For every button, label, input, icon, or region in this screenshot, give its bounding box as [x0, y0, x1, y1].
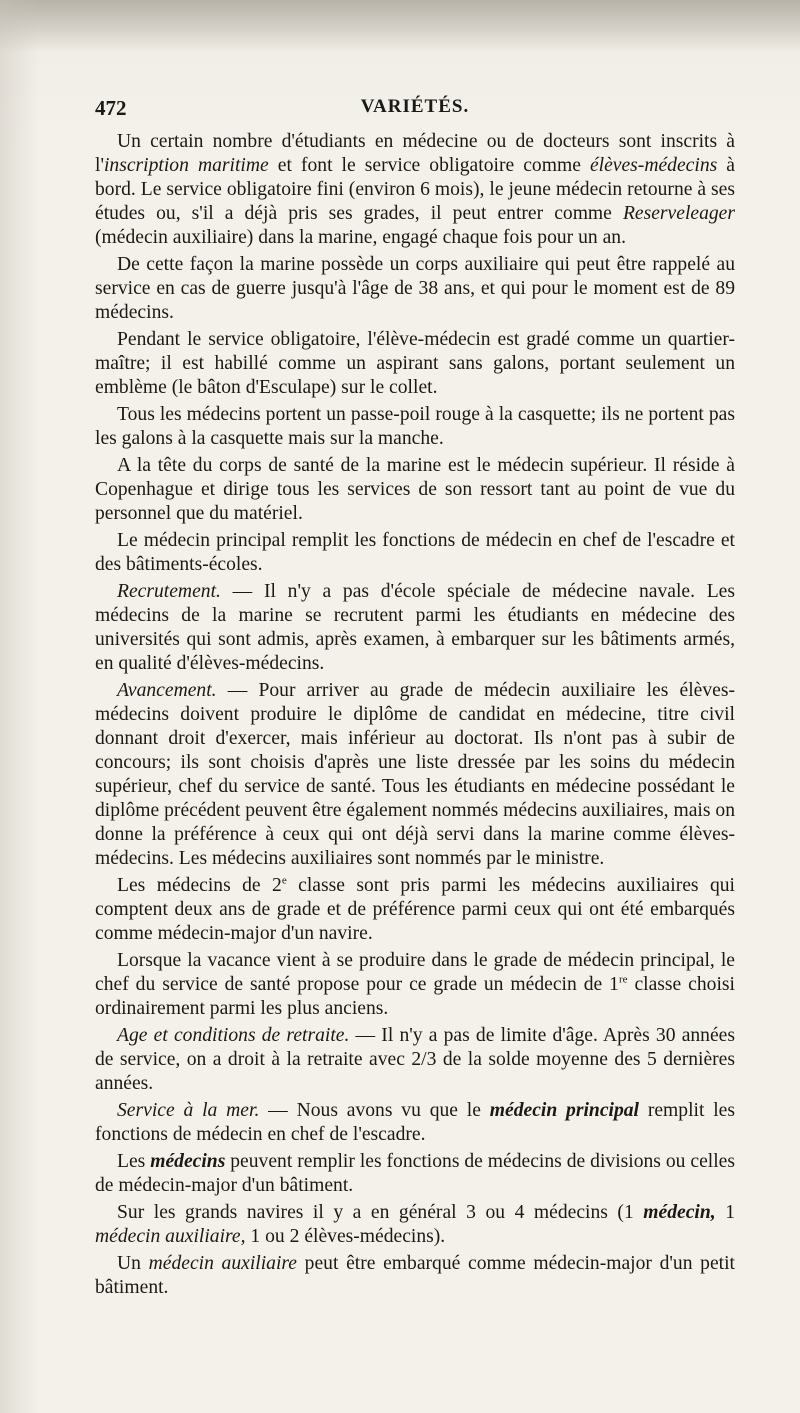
text-segment: médecin principal	[489, 1100, 639, 1121]
text-segment: Sur les grands navires il y a en général 3 ou 4 médecins (1	[117, 1202, 644, 1223]
text-segment: Tous les médecins portent un passe-poil rouge à la casquette; ils ne portent pas les galons à la casquette mais sur la manche.	[95, 404, 735, 449]
page-number: 472	[95, 96, 127, 120]
body-text	[95, 130, 735, 1303]
scan-edge-shadow	[0, 0, 800, 52]
text-segment: Age et conditions de retraite.	[117, 1025, 350, 1046]
text-segment: — Pour arriver au grade de médecin auxiliaire les élèves-médecins doivent produire le diplôme de candidat en médecine, titre civil donnant droit d'exercer, mais inférieur au doctorat. Ils n'ont pas à subir de concours; ils sont choisis d'après une liste dressée par les soins du médecin supérieur, chef du service de santé. Tous les étudiants en médecine possédant le diplôme précédent peuvent être également nommés médecins auxiliaires, mais on donne la préférence à ceux qui ont déjà servi dans la marine comme élèves-médecins. Les médecins auxiliaires sont nommés par le ministre.	[95, 680, 735, 869]
text-segment: Recrutement.	[117, 581, 221, 602]
paragraph	[95, 529, 735, 577]
paragraph	[95, 130, 735, 250]
text-segment: élèves-médecins	[589, 155, 718, 176]
text-segment: classe sont pris parmi les médecins auxiliaires qui comptent deux ans de grade et de préférence parmi ceux qui ont été embarqués comme médecin-major d'un navire.	[95, 875, 735, 944]
text-segment: classe choisi ordinairement parmi les plus anciens.	[95, 974, 735, 1019]
text-segment: et font le service obligatoire comme	[268, 155, 590, 176]
paragraph	[95, 328, 735, 400]
binding-shadow	[0, 0, 40, 1413]
text-segment: médecin auxiliaire,	[95, 1226, 246, 1247]
text-segment: Les médecins de 2	[117, 875, 282, 896]
text-segment: — Nous avons vu que le	[259, 1100, 490, 1121]
text-segment: médecin,	[643, 1202, 716, 1223]
text-segment: e	[281, 874, 287, 887]
text-segment: 1	[715, 1202, 735, 1223]
text-segment: Le médecin principal remplit les fonctions de médecin en chef de l'escadre et des bâtiments-écoles.	[95, 530, 735, 575]
paragraph	[95, 949, 735, 1021]
paragraph	[95, 1252, 735, 1300]
text-segment: re	[618, 973, 628, 986]
text-segment: (médecin auxiliaire) dans la marine, engagé chaque fois pour un an.	[95, 227, 626, 248]
text-segment: Service à la mer.	[117, 1100, 260, 1121]
paragraph	[95, 679, 735, 871]
running-head: VARIÉTÉS.	[360, 96, 470, 117]
text-segment: peuvent remplir les fonctions de médecins de divisions ou celles de médecin-major d'un bâtiment.	[95, 1151, 735, 1196]
text-segment: médecin auxiliaire	[148, 1253, 298, 1274]
text-segment: médecins	[150, 1151, 226, 1172]
text-segment: Un	[117, 1253, 149, 1274]
text-segment: inscription maritime	[103, 155, 269, 176]
page-header	[95, 96, 735, 122]
paragraph	[95, 1150, 735, 1198]
text-segment: De cette façon la marine possède un corps auxiliaire qui peut être rappelé au service en cas de guerre jusqu'à l'âge de 38 ans, et qui pour le moment est de 89 médecins.	[95, 254, 735, 323]
text-segment: 1 ou 2 élèves-médecins).	[245, 1226, 446, 1247]
paragraph	[95, 874, 735, 946]
text-segment: Reserveleager	[622, 203, 735, 224]
text-segment: remplit les fonctions de médecin en chef de l'escadre.	[95, 1100, 735, 1145]
text-segment: Lorsque la vacance vient à se produire dans le grade de médecin principal, le chef du service de santé propose pour ce grade un médecin de 1	[95, 950, 735, 995]
paragraph	[95, 1024, 735, 1096]
text-segment: Pendant le service obligatoire, l'élève-médecin est gradé comme un quartier-maître; il est habillé comme un aspirant sans galons, portant seulement un emblème (le bâton d'Esculape) sur le collet.	[95, 329, 735, 398]
text-segment: à bord. Le service obligatoire fini (environ 6 mois), le jeune médecin retourne à ses études ou, s'il a déjà pris ses grades, il peut entrer comme	[95, 155, 735, 224]
text-segment: Avancement.	[117, 680, 217, 701]
text-segment: Les	[117, 1151, 151, 1172]
paragraph	[95, 580, 735, 676]
text-segment: peut être embarqué comme médecin-major d'un petit bâtiment.	[95, 1253, 735, 1298]
paragraph	[95, 1201, 735, 1249]
paragraph	[95, 253, 735, 325]
paragraph	[95, 1099, 735, 1147]
text-segment: A la tête du corps de santé de la marine est le médecin supérieur. Il réside à Copenhague et dirige tous les services de son ressort tant au point de vue du personnel que du matériel.	[95, 455, 735, 524]
paragraph	[95, 454, 735, 526]
text-segment: — Il n'y a pas d'école spéciale de médecine navale. Les médecins de la marine se recrutent parmi les étudiants en médecine des universités qui sont admis, après examen, à embarquer sur les bâtiments armés, en qualité d'élèves-médecins.	[95, 581, 735, 674]
text-segment: Un certain nombre d'étudiants en médecine ou de docteurs sont inscrits à l'	[95, 131, 735, 176]
text-segment: — Il n'y a pas de limite d'âge. Après 30 années de service, on a droit à la retraite avec 2/3 de la solde moyenne des 5 dernières années.	[95, 1025, 735, 1094]
paragraph	[95, 403, 735, 451]
